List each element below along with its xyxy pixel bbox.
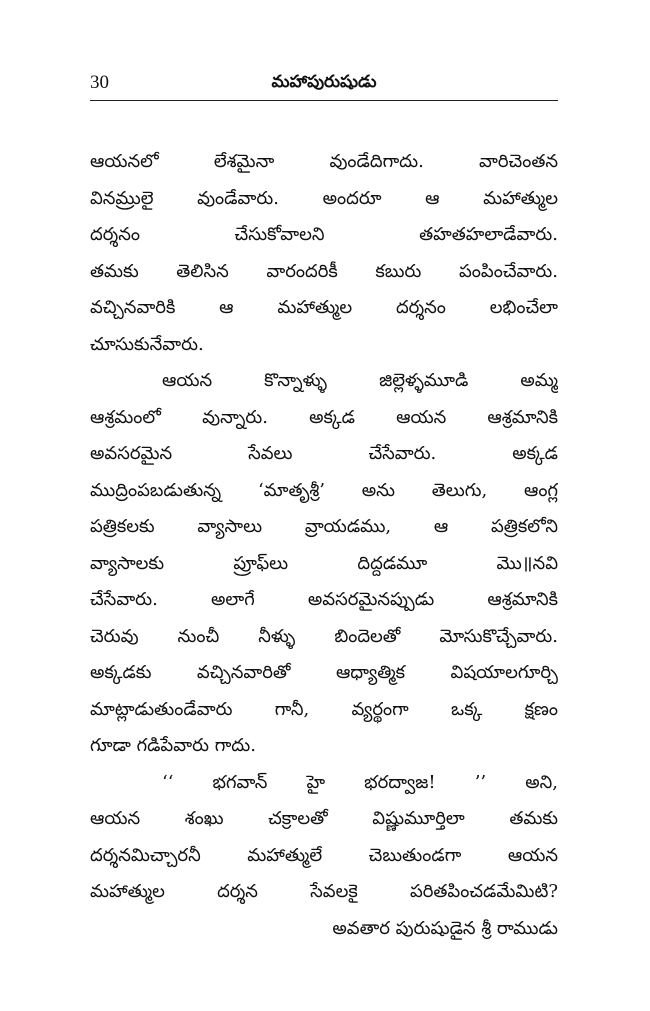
text-line: అక్కడకు వచ్చినవారితో ఆధ్యాత్మిక విషయాలగూర్చి	[90, 662, 558, 683]
text-line: అవసరమైన సేవలు చేసేవారు. అక్కడ	[90, 443, 558, 464]
text-line: గూడా గడిపేవారు గాదు.	[90, 735, 256, 756]
text-line: చెరువు నుంచీ నీళ్ళు బిందెలతో మోసుకొచ్చేవారు.	[90, 625, 558, 647]
text-line: మాట్లాడుతుండేవారు గానీ, వ్యర్థంగా ఒక్క క్షణం	[90, 698, 558, 720]
text-line: వ్యాసాలకు ప్రూఫ్‌లు దిద్దడమూ మొ॥నవి	[90, 552, 558, 574]
body-text	[90, 144, 558, 947]
text-line: అవతార పురుషుడైన శ్రీ రాముడు	[332, 917, 558, 939]
text-line: దర్శనం చేసుకోవాలని తహతహలాడేవారు.	[90, 224, 558, 245]
page-number: 30	[90, 72, 109, 93]
text-line: ఆయనలో లేశమైనా వుండేదిగాదు. వారిచెంతన	[90, 151, 558, 172]
text-line: ముద్రింపబడుతున్న ‘మాతృశ్రీ’ అను తెలుగు, ఆంగ్ల	[90, 479, 558, 501]
text-line: పత్రికలకు వ్యాసాలు వ్రాయడము, ఆ పత్రికలోని	[90, 516, 558, 537]
running-title: మహాపురుషుడు	[271, 72, 377, 92]
text-line: వచ్చినవారికి ఆ మహాత్ముల దర్శనం లభించేలా	[90, 297, 558, 318]
text-line: వినమ్రులై వుండేవారు. అందరూ ఆ మహాత్ముల	[90, 187, 558, 209]
text-line: తమకు తెలిసిన వారందరికీ కబురు పంపించేవారు.	[90, 260, 558, 282]
text-line: దర్శనమిచ్చారనీ మహాత్ములే చెబుతుండగా ఆయన	[90, 844, 558, 866]
paragraph-start-line: ‘‘ భగవాన్ హై భరద్వాజ! ’’ అని,	[162, 771, 558, 793]
header-divider	[90, 100, 558, 101]
text-line: మహాత్ముల దర్శన సేవలకై పరితపించడమేమిటి?	[90, 881, 558, 902]
paragraph-start-line: ఆయన కొన్నాళ్ళు జిల్లెళ్ళమూడి అమ్మ	[162, 370, 558, 391]
text-line: చేసేవారు. అలాగే అవసరమైనప్పుడు ఆశ్రమానికి	[90, 589, 558, 610]
text-line: ఆయన శంఖు చక్రాలతో విష్ణుమూర్తిలా తమకు	[90, 808, 558, 829]
text-line: ఆశ్రమంలో వున్నారు. అక్కడ ఆయన ఆశ్రమానికి	[90, 406, 558, 428]
text-line: చూసుకునేవారు.	[90, 333, 204, 355]
page-header	[90, 70, 558, 96]
